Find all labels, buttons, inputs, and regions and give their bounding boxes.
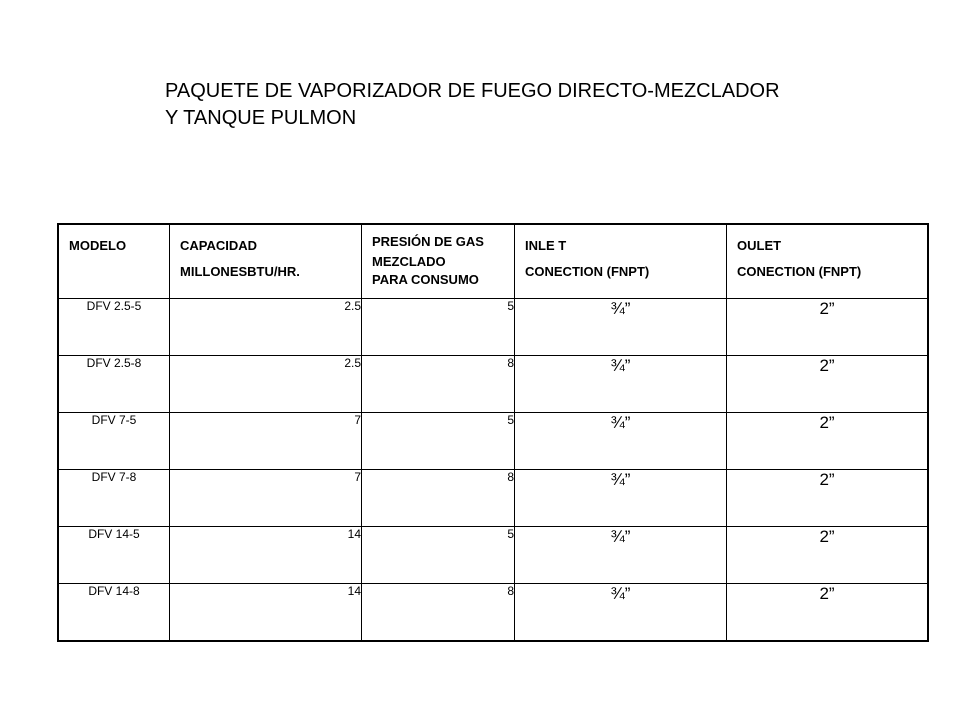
cell-inlet: ¾”: [515, 299, 727, 356]
cell-modelo: DFV 2.5-8: [58, 356, 170, 413]
cell-inlet: ¾”: [515, 584, 727, 642]
table-header-row: [58, 224, 928, 299]
table-row: [58, 356, 928, 413]
cell-presion: 8: [362, 356, 515, 413]
title-line-1: PAQUETE DE VAPORIZADOR DE FUEGO DIRECTO-MEZCLADOR: [165, 80, 780, 102]
cell-modelo: DFV 14-5: [58, 527, 170, 584]
header-modelo: MODELO: [58, 224, 170, 299]
cell-presion: 5: [362, 527, 515, 584]
table-row: [58, 299, 928, 356]
cell-presion: 8: [362, 584, 515, 642]
cell-capacidad: 2.5: [170, 299, 362, 356]
cell-modelo: DFV 2.5-5: [58, 299, 170, 356]
cell-capacidad: 7: [170, 413, 362, 470]
cell-outlet: 2”: [727, 527, 929, 584]
cell-modelo: DFV 7-8: [58, 470, 170, 527]
spec-table: [57, 223, 929, 642]
header-presion: PRESIÓN DE GAS MEZCLADO PARA CONSUMO: [362, 224, 515, 299]
cell-modelo: DFV 7-5: [58, 413, 170, 470]
cell-presion: 8: [362, 470, 515, 527]
header-outlet: OULET CONECTION (FNPT): [727, 224, 929, 299]
header-inlet: INLE T CONECTION (FNPT): [515, 224, 727, 299]
cell-presion: 5: [362, 299, 515, 356]
cell-outlet: 2”: [727, 413, 929, 470]
table-row: [58, 413, 928, 470]
cell-outlet: 2”: [727, 470, 929, 527]
title-line-2: Y TANQUE PULMON: [165, 107, 357, 129]
cell-inlet: ¾”: [515, 470, 727, 527]
cell-outlet: 2”: [727, 356, 929, 413]
cell-outlet: 2”: [727, 299, 929, 356]
page-title: [165, 78, 780, 132]
cell-inlet: ¾”: [515, 527, 727, 584]
cell-capacidad: 14: [170, 527, 362, 584]
table-row: [58, 584, 928, 642]
cell-capacidad: 14: [170, 584, 362, 642]
cell-capacidad: 2.5: [170, 356, 362, 413]
table-row: [58, 527, 928, 584]
cell-inlet: ¾”: [515, 356, 727, 413]
cell-inlet: ¾”: [515, 413, 727, 470]
cell-capacidad: 7: [170, 470, 362, 527]
cell-presion: 5: [362, 413, 515, 470]
cell-modelo: DFV 14-8: [58, 584, 170, 642]
header-capacidad: CAPACIDAD MILLONESBTU/HR.: [170, 224, 362, 299]
cell-outlet: 2”: [727, 584, 929, 642]
table-row: [58, 470, 928, 527]
